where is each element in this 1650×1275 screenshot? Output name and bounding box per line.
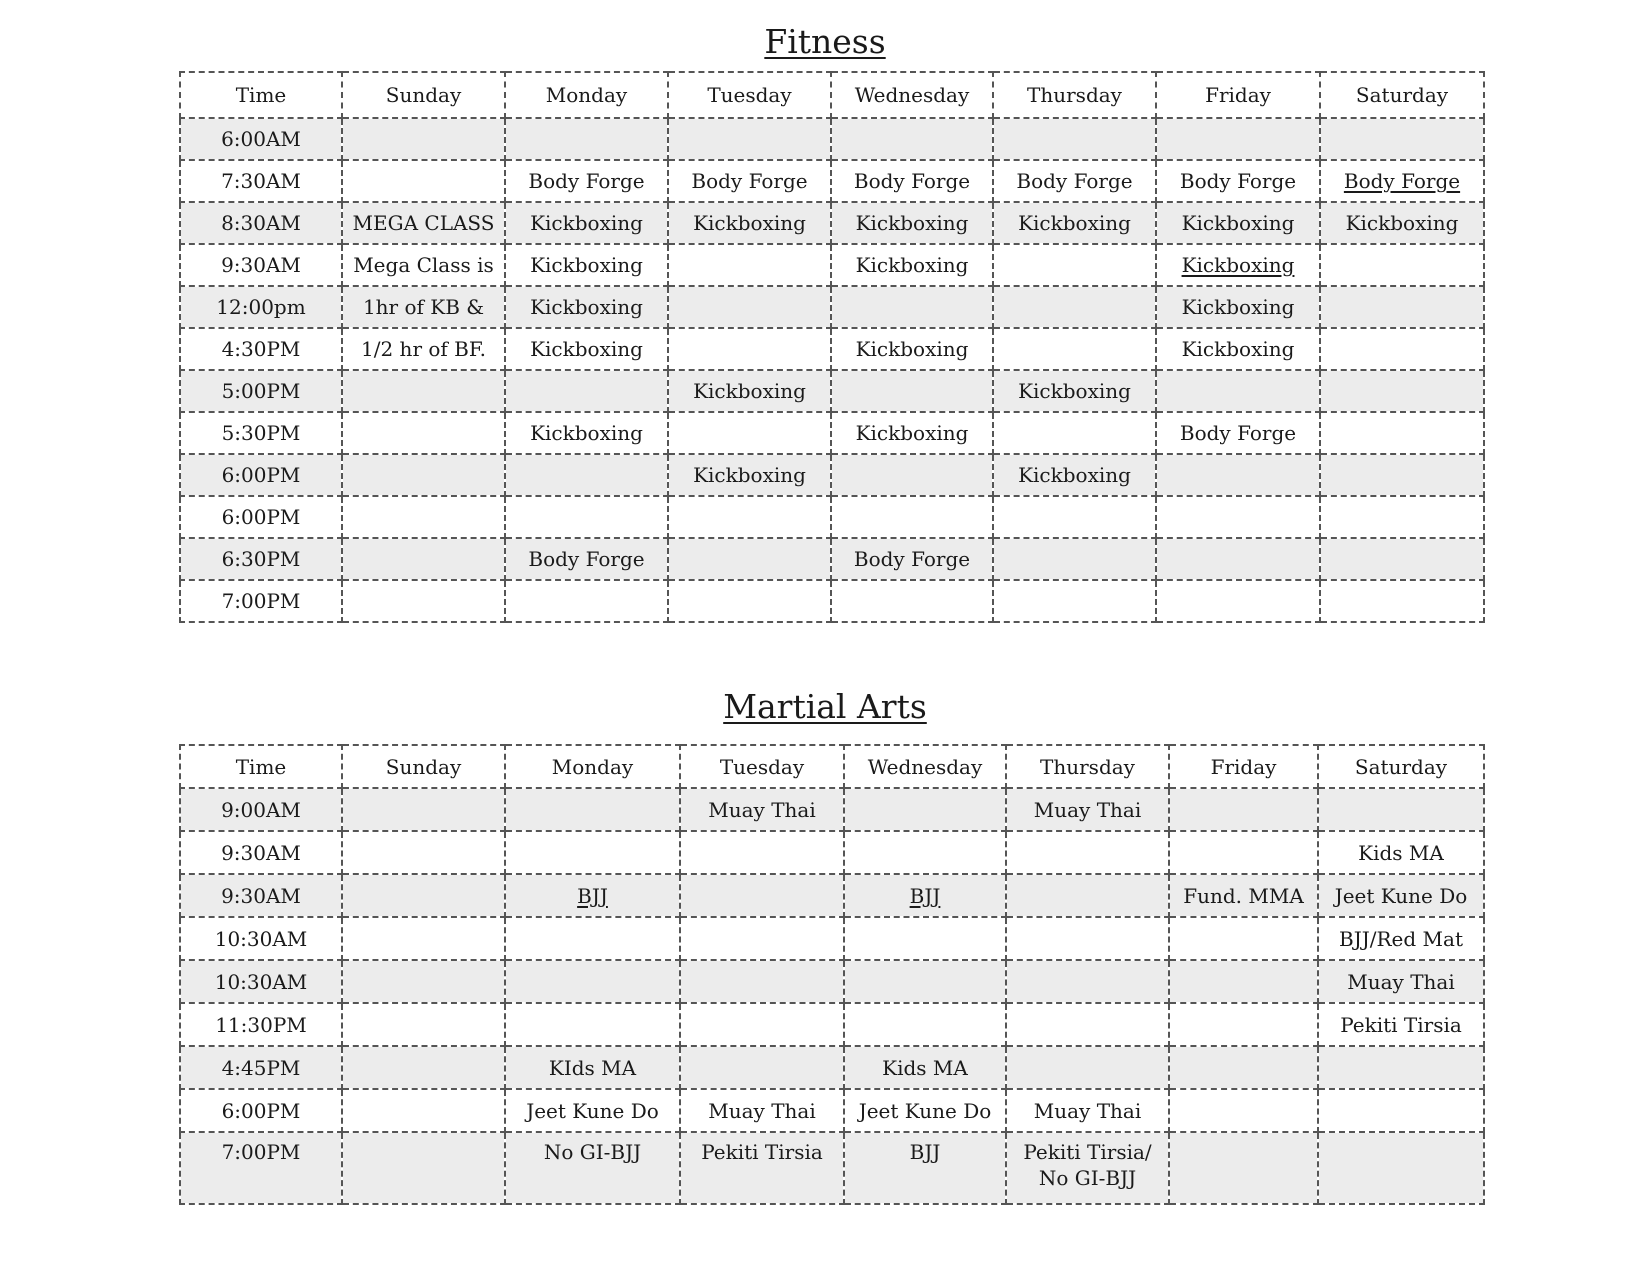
class-label: Muay Thai [1033, 1098, 1142, 1123]
class-cell [1156, 244, 1320, 286]
class-cell [342, 202, 505, 244]
time-cell [180, 370, 342, 412]
class-label: Muay Thai [1033, 797, 1142, 822]
class-label: Body Forge [528, 547, 645, 571]
time-label: 5:30PM [221, 421, 301, 445]
martial-arts-schedule-table [179, 744, 1485, 1205]
class-cell [831, 454, 993, 496]
class-cell [1006, 1089, 1169, 1132]
time-label: 12:00pm [216, 295, 306, 319]
class-cell [831, 202, 993, 244]
class-cell [342, 328, 505, 370]
class-cell [831, 244, 993, 286]
class-cell [668, 412, 831, 454]
class-cell [668, 454, 831, 496]
class-cell [844, 1132, 1006, 1204]
class-cell [668, 202, 831, 244]
class-cell [1169, 874, 1318, 917]
class-cell [993, 454, 1156, 496]
class-cell [1320, 496, 1484, 538]
class-label: Kids MA [882, 1055, 968, 1080]
martial-arts-header-row [180, 745, 1484, 788]
class-cell [342, 1046, 505, 1089]
class-label: Body Forge [1343, 169, 1461, 193]
class-cell [342, 831, 505, 874]
class-cell [505, 160, 668, 202]
class-cell [1156, 118, 1320, 160]
class-cell [342, 118, 505, 160]
class-label: Kickboxing [530, 253, 643, 277]
time-label: 6:00PM [221, 1098, 301, 1123]
class-label: BJJ [577, 883, 608, 908]
class-cell [1169, 1046, 1318, 1089]
table-row [180, 1089, 1484, 1132]
class-label: Jeet Kune Do [1334, 883, 1468, 908]
time-label: 6:00PM [221, 505, 301, 529]
class-label: Body Forge [853, 547, 971, 571]
column-header: Monday [505, 72, 668, 118]
class-cell [844, 1089, 1006, 1132]
class-cell [1169, 917, 1318, 960]
class-cell [668, 496, 831, 538]
time-label: 10:30AM [214, 969, 308, 994]
time-label: 4:45PM [221, 1055, 301, 1080]
class-cell [844, 831, 1006, 874]
time-label: 9:30AM [221, 883, 301, 908]
class-label: BJJ/Red Mat [1339, 926, 1463, 951]
class-cell [505, 788, 680, 831]
class-cell [668, 118, 831, 160]
class-label: Kickboxing [1181, 211, 1295, 235]
table-row [180, 328, 1484, 370]
time-label: 10:30AM [214, 926, 308, 951]
class-label: Kickboxing [1018, 379, 1131, 403]
class-cell [1320, 454, 1484, 496]
time-label: 11:30PM [215, 1012, 307, 1037]
class-label: Kickboxing [1181, 253, 1295, 277]
class-cell [1318, 788, 1484, 831]
class-label: Kickboxing [530, 295, 643, 319]
class-label: 1/2 hr of BF. [361, 337, 486, 361]
time-cell [180, 1089, 342, 1132]
class-cell [342, 412, 505, 454]
class-cell [505, 244, 668, 286]
class-cell [342, 960, 505, 1003]
table-row [180, 538, 1484, 580]
class-cell [505, 286, 668, 328]
class-label: Body Forge [691, 169, 808, 193]
time-cell [180, 118, 342, 160]
column-header: Monday [505, 745, 680, 788]
class-cell [1156, 454, 1320, 496]
time-cell [180, 244, 342, 286]
class-cell [1318, 960, 1484, 1003]
time-label: 8:30AM [221, 211, 301, 235]
class-cell [505, 202, 668, 244]
class-cell [1320, 286, 1484, 328]
class-cell [342, 370, 505, 412]
class-cell [831, 118, 993, 160]
time-label: 4:30PM [221, 337, 301, 361]
time-cell [180, 1046, 342, 1089]
class-cell [844, 1046, 1006, 1089]
class-label: Pekiti Tirsia/ No GI-BJJ [1023, 1140, 1152, 1190]
class-cell [993, 118, 1156, 160]
class-label: Pekiti Tirsia [701, 1140, 823, 1164]
class-cell [1320, 160, 1484, 202]
class-cell [505, 412, 668, 454]
class-cell [993, 538, 1156, 580]
time-cell [180, 496, 342, 538]
class-cell [1320, 580, 1484, 622]
class-label: KIds MA [548, 1055, 637, 1080]
time-label: 9:00AM [221, 797, 301, 822]
time-cell [180, 1003, 342, 1046]
class-cell [1156, 160, 1320, 202]
class-cell [505, 874, 680, 917]
class-label: Fund. MMA [1183, 883, 1304, 908]
class-cell [1320, 202, 1484, 244]
class-label: Body Forge [1179, 421, 1297, 445]
time-label: 6:00AM [221, 127, 301, 151]
class-label: Mega Class is [353, 253, 494, 277]
class-cell [668, 286, 831, 328]
class-cell [505, 118, 668, 160]
class-cell [505, 538, 668, 580]
column-header: Thursday [1006, 745, 1169, 788]
class-cell [680, 917, 844, 960]
class-cell [993, 244, 1156, 286]
class-cell [1156, 286, 1320, 328]
class-cell [680, 960, 844, 1003]
class-label: MEGA CLASS [352, 211, 495, 235]
class-label: Body Forge [1016, 169, 1133, 193]
table-row [180, 1132, 1484, 1204]
class-label: Kickboxing [693, 211, 806, 235]
time-cell [180, 202, 342, 244]
class-cell [342, 244, 505, 286]
time-cell [180, 160, 342, 202]
class-cell [844, 874, 1006, 917]
class-cell [1006, 1003, 1169, 1046]
column-header: Saturday [1318, 745, 1484, 788]
class-cell [1006, 831, 1169, 874]
class-cell [680, 831, 844, 874]
time-cell [180, 538, 342, 580]
table-row [180, 831, 1484, 874]
class-cell [342, 496, 505, 538]
class-label: Muay Thai [708, 797, 816, 822]
class-cell [1006, 874, 1169, 917]
fitness-schedule-table [179, 71, 1485, 623]
table-row [180, 118, 1484, 160]
class-label: Kickboxing [1345, 211, 1459, 235]
class-label: Jeet Kune Do [858, 1098, 992, 1123]
class-cell [1006, 788, 1169, 831]
class-cell [505, 960, 680, 1003]
class-cell [342, 788, 505, 831]
class-cell [1318, 1046, 1484, 1089]
time-cell [180, 412, 342, 454]
class-cell [993, 160, 1156, 202]
class-cell [1006, 917, 1169, 960]
class-cell [1318, 831, 1484, 874]
class-cell [993, 412, 1156, 454]
time-cell [180, 960, 342, 1003]
class-cell [1169, 960, 1318, 1003]
class-label: No GI-BJJ [543, 1140, 642, 1164]
class-cell [831, 370, 993, 412]
class-cell [505, 1003, 680, 1046]
class-cell [680, 1089, 844, 1132]
time-cell [180, 580, 342, 622]
fitness-header-row [180, 72, 1484, 118]
time-label: 7:00PM [221, 589, 301, 613]
column-header: Sunday [342, 745, 505, 788]
class-cell [342, 538, 505, 580]
class-cell [1169, 1003, 1318, 1046]
time-cell [180, 1132, 342, 1204]
class-cell [505, 328, 668, 370]
class-cell [505, 1132, 680, 1204]
class-cell [1156, 202, 1320, 244]
class-cell [1320, 328, 1484, 370]
class-cell [1318, 1003, 1484, 1046]
class-cell [1318, 1089, 1484, 1132]
class-cell [505, 917, 680, 960]
class-label: Muay Thai [1347, 969, 1455, 994]
class-cell [1156, 580, 1320, 622]
class-label: Kids MA [1358, 840, 1444, 865]
class-label: Body Forge [528, 169, 645, 193]
column-header: Saturday [1320, 72, 1484, 118]
class-label: Kickboxing [855, 337, 969, 361]
time-cell [180, 454, 342, 496]
class-cell [680, 1132, 844, 1204]
column-header: Time [180, 745, 342, 788]
class-cell [680, 1003, 844, 1046]
class-label: Kickboxing [530, 211, 643, 235]
class-cell [342, 1003, 505, 1046]
class-cell [680, 874, 844, 917]
class-cell [831, 328, 993, 370]
table-row [180, 286, 1484, 328]
class-cell [993, 286, 1156, 328]
column-header: Time [180, 72, 342, 118]
class-cell [342, 874, 505, 917]
column-header: Sunday [342, 72, 505, 118]
table-row [180, 412, 1484, 454]
time-cell [180, 874, 342, 917]
class-cell [1320, 118, 1484, 160]
table-row [180, 202, 1484, 244]
class-cell [993, 370, 1156, 412]
class-cell [844, 917, 1006, 960]
class-cell [844, 788, 1006, 831]
class-label: 1hr of KB & [362, 295, 485, 319]
column-header: Tuesday [680, 745, 844, 788]
class-cell [993, 496, 1156, 538]
class-cell [831, 412, 993, 454]
time-cell [180, 286, 342, 328]
class-cell [680, 788, 844, 831]
table-row [180, 370, 1484, 412]
class-label: Muay Thai [708, 1098, 816, 1123]
time-cell [180, 788, 342, 831]
class-cell [342, 286, 505, 328]
class-label: Kickboxing [855, 253, 969, 277]
time-label: 7:00PM [221, 1140, 301, 1164]
class-label: Kickboxing [1018, 211, 1131, 235]
class-cell [844, 1003, 1006, 1046]
column-header: Friday [1156, 72, 1320, 118]
column-header: Friday [1169, 745, 1318, 788]
column-header: Tuesday [668, 72, 831, 118]
table-row [180, 244, 1484, 286]
class-cell [668, 328, 831, 370]
table-row [180, 960, 1484, 1003]
table-row [180, 1003, 1484, 1046]
class-label: Pekiti Tirsia [1340, 1012, 1462, 1037]
class-label: BJJ [909, 883, 941, 908]
time-label: 5:00PM [221, 379, 301, 403]
class-cell [505, 1089, 680, 1132]
time-label: 6:30PM [221, 547, 301, 571]
class-cell [831, 286, 993, 328]
class-cell [1320, 538, 1484, 580]
class-cell [668, 160, 831, 202]
class-label: Kickboxing [1181, 295, 1295, 319]
class-cell [505, 580, 668, 622]
class-cell [505, 1046, 680, 1089]
class-cell [1006, 960, 1169, 1003]
class-cell [505, 370, 668, 412]
column-header: Wednesday [831, 72, 993, 118]
class-label: Kickboxing [1018, 463, 1131, 487]
class-cell [831, 496, 993, 538]
class-cell [1169, 788, 1318, 831]
class-label: Kickboxing [1181, 337, 1295, 361]
class-cell [668, 370, 831, 412]
class-cell [1318, 917, 1484, 960]
class-cell [1156, 412, 1320, 454]
class-cell [505, 831, 680, 874]
class-cell [1169, 1089, 1318, 1132]
class-label: Jeet Kune Do [526, 1098, 659, 1123]
time-label: 9:30AM [221, 840, 301, 865]
time-cell [180, 328, 342, 370]
class-cell [1318, 1132, 1484, 1204]
time-label: 7:30AM [221, 169, 301, 193]
class-cell [993, 580, 1156, 622]
class-cell [1156, 496, 1320, 538]
class-cell [1156, 328, 1320, 370]
class-label: Body Forge [853, 169, 971, 193]
class-cell [1156, 370, 1320, 412]
class-cell [993, 202, 1156, 244]
class-cell [342, 160, 505, 202]
column-header: Thursday [993, 72, 1156, 118]
class-cell [1320, 244, 1484, 286]
class-cell [1156, 538, 1320, 580]
table-row [180, 580, 1484, 622]
class-cell [680, 1046, 844, 1089]
class-label: Kickboxing [530, 337, 643, 361]
table-row [180, 496, 1484, 538]
class-cell [1169, 831, 1318, 874]
class-cell [831, 160, 993, 202]
table-row [180, 454, 1484, 496]
time-label: 9:30AM [221, 253, 301, 277]
class-cell [1320, 370, 1484, 412]
class-label: Kickboxing [855, 211, 969, 235]
class-label: Kickboxing [693, 463, 806, 487]
class-cell [342, 580, 505, 622]
class-cell [1320, 412, 1484, 454]
class-cell [1169, 1132, 1318, 1204]
class-cell [342, 1089, 505, 1132]
class-label: BJJ [909, 1140, 941, 1164]
class-cell [1318, 874, 1484, 917]
class-cell [342, 917, 505, 960]
class-cell [831, 580, 993, 622]
class-cell [668, 538, 831, 580]
table-row [180, 1046, 1484, 1089]
table-row [180, 874, 1484, 917]
class-cell [1006, 1046, 1169, 1089]
fitness-title: Fitness [764, 22, 886, 61]
class-cell [505, 496, 668, 538]
class-cell [342, 454, 505, 496]
class-cell [1006, 1132, 1169, 1204]
table-row [180, 788, 1484, 831]
time-cell [180, 917, 342, 960]
table-row [180, 917, 1484, 960]
class-cell [831, 538, 993, 580]
table-row [180, 160, 1484, 202]
class-cell [342, 1132, 505, 1204]
class-label: Kickboxing [855, 421, 969, 445]
time-label: 6:00PM [221, 463, 301, 487]
class-cell [668, 244, 831, 286]
column-header: Wednesday [844, 745, 1006, 788]
class-cell [668, 580, 831, 622]
class-cell [505, 454, 668, 496]
martial-arts-title: Martial Arts [723, 687, 927, 726]
class-cell [844, 960, 1006, 1003]
class-label: Kickboxing [530, 421, 643, 445]
class-cell [993, 328, 1156, 370]
class-label: Kickboxing [693, 379, 806, 403]
time-cell [180, 831, 342, 874]
class-label: Body Forge [1179, 169, 1297, 193]
